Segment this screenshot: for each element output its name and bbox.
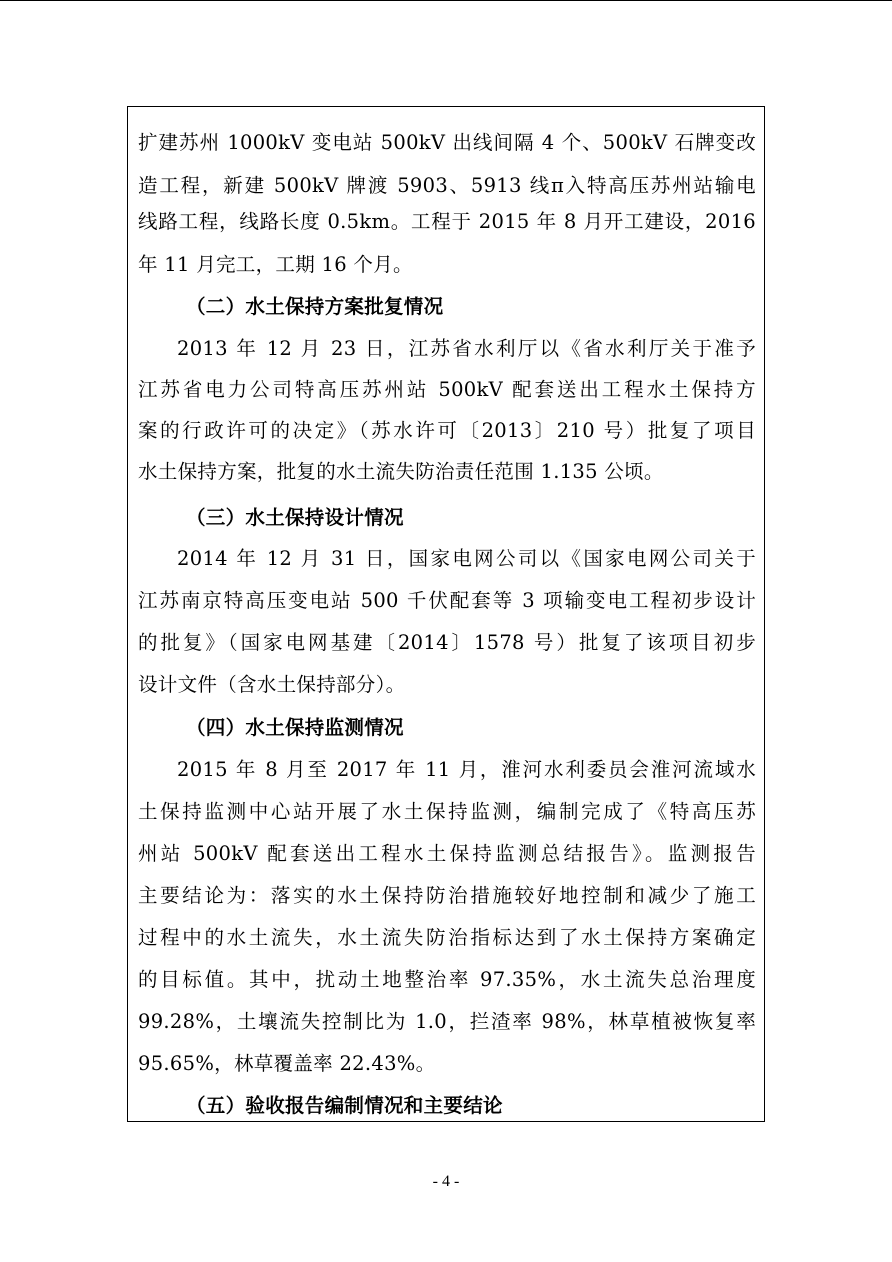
body-line: 过程中的水土流失，水土流失防治指标达到了水土保持方案确定 — [138, 926, 756, 949]
body-line: 的目标值。其中，扰动土地整治率 97.35%，水土流失总治理度 — [138, 968, 756, 991]
body-line: 土保持监测中心站开展了水土保持监测，编制完成了《特高压苏 — [138, 800, 756, 823]
body-line: 水土保持方案，批复的水土流失防治责任范围 1.135 公顷。 — [138, 460, 664, 483]
paragraph-first-line: 2015 年 8 月至 2017 年 11 月，淮河水利委员会淮河流域水 — [177, 758, 756, 781]
body-line: 江苏省电力公司特高压苏州站 500kV 配套送出工程水土保持方 — [138, 378, 756, 401]
paragraph-first-line: 2014 年 12 月 31 日，国家电网公司以《国家电网公司关于 — [177, 547, 756, 570]
body-line: 95.65%，林草覆盖率 22.43%。 — [138, 1052, 436, 1075]
paragraph-first-line: 2013 年 12 月 23 日，江苏省水利厅以《省水利厅关于准予 — [177, 337, 756, 360]
section-heading-3: （三）水土保持设计情况 — [186, 506, 404, 529]
section-heading-2: （二）水土保持方案批复情况 — [186, 295, 444, 318]
page-number: - 4 - — [432, 1173, 460, 1190]
body-line: 扩建苏州 1000kV 变电站 500kV 出线间隔 4 个、500kV 石牌变改 — [138, 131, 756, 154]
body-line: 年 11 月完工，工期 16 个月。 — [138, 253, 413, 276]
body-line: 造工程，新建 500kV 牌渡 5903、5913 线π入特高压苏州站输电 — [138, 174, 756, 197]
body-line: 线路工程，线路长度 0.5km。工程于 2015 年 8 月开工建设，2016 — [138, 210, 756, 233]
section-heading-4: （四）水土保持监测情况 — [186, 716, 404, 739]
top-rule — [0, 0, 892, 1]
body-line: 的批复》（国家电网基建〔2014〕1578 号）批复了该项目初步 — [138, 631, 756, 654]
content-frame — [127, 106, 765, 1122]
body-line: 案的行政许可的决定》（苏水许可〔2013〕210 号）批复了项目 — [138, 419, 756, 442]
body-line: 99.28%，土壤流失控制比为 1.0，拦渣率 98%，林草植被恢复率 — [138, 1010, 756, 1033]
body-line: 设计文件（含水土保持部分）。 — [138, 673, 406, 696]
section-heading-5: （五）验收报告编制情况和主要结论 — [186, 1094, 503, 1117]
body-line: 州站 500kV 配套送出工程水土保持监测总结报告》。监测报告 — [138, 842, 756, 865]
body-line: 主要结论为：落实的水土保持防治措施较好地控制和减少了施工 — [138, 884, 756, 907]
body-line: 江苏南京特高压变电站 500 千伏配套等 3 项输变电工程初步设计 — [138, 589, 756, 612]
